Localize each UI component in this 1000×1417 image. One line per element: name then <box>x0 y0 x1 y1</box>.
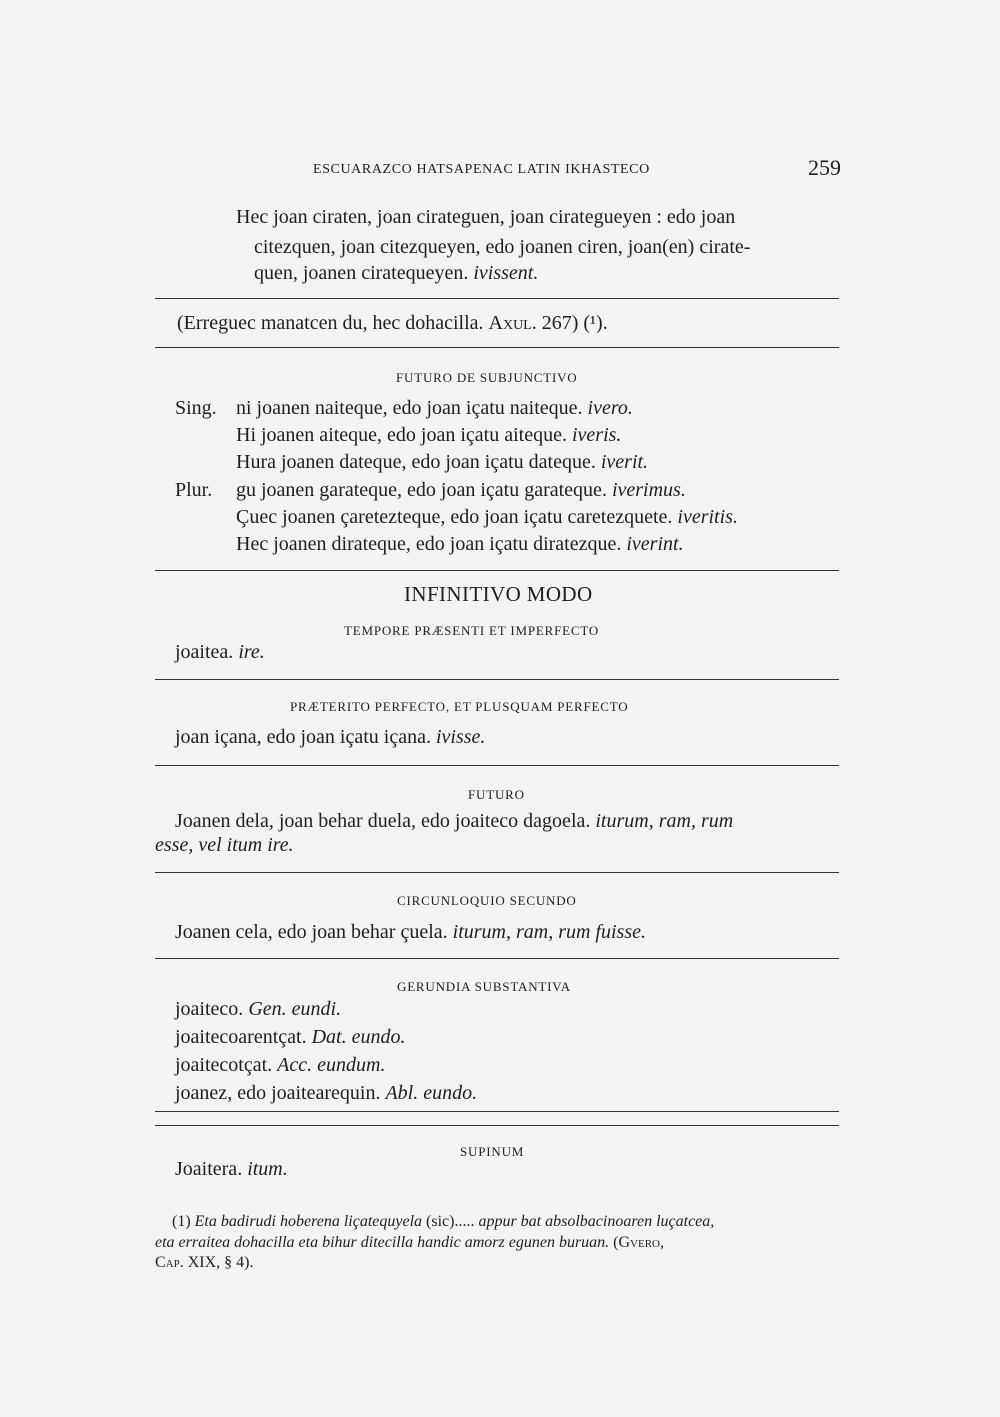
supinum-heading: SUPINUM <box>460 1144 525 1159</box>
gerundia-text: joaiteco. <box>175 998 244 1020</box>
gerundia-row <box>175 1082 477 1105</box>
circunloquio-line <box>175 921 646 944</box>
supinum-text: Joaitera. <box>175 1158 243 1180</box>
futuro-row-text: Hec joanen dirateque, edo joan içatu diratezque. <box>236 533 622 555</box>
rule-5 <box>155 765 839 766</box>
preterite-line <box>175 726 485 749</box>
rule-2 <box>155 347 839 348</box>
running-title: ESCUARAZCO HATSAPENAC LATIN IKHASTECO <box>313 162 650 177</box>
present-line <box>175 641 265 664</box>
footnote-sic: (sic)..... <box>426 1213 475 1230</box>
footnote-text-2-end: (Gvero, <box>613 1234 664 1251</box>
gerundia-latin: Dat. eundo. <box>311 1026 406 1048</box>
gerundia-text: joaitecoarentçat. <box>175 1026 307 1048</box>
circunloquio-heading: CIRCUNLOQUIO SECUNDO <box>397 893 577 908</box>
futuro-row-text: Çuec joanen çaretezteque, edo joan içatu caretezquete. <box>236 506 673 528</box>
futuro-row-latin: iverit. <box>600 451 649 473</box>
note-line <box>177 312 608 335</box>
rule-7 <box>155 958 839 959</box>
futuro-row <box>236 424 621 447</box>
future-line-2 <box>155 834 294 857</box>
future-line-1 <box>175 810 733 833</box>
futuro-row-latin: iverimus. <box>611 479 686 501</box>
gerundia-row <box>175 1054 385 1077</box>
futuro-row <box>236 397 633 420</box>
futuro-row <box>236 533 684 556</box>
futuro-row-text: Hi joanen aiteque, edo joan içatu aiteque. <box>236 424 567 446</box>
gerundia-row <box>175 998 341 1021</box>
gerundia-heading: GERUNDIA SUBSTANTIVA <box>397 979 571 994</box>
present-heading: TEMPORE PRÆSENTI ET IMPERFECTO <box>344 623 600 638</box>
futuro-row-text: gu joanen garateque, edo joan içatu garateque. <box>236 479 607 501</box>
footnote-text-1-end: appur bat absolbacinoaren luçatcea, <box>478 1213 715 1230</box>
futuro-row <box>236 506 738 529</box>
footnote-text-1: Eta badirudi hoberena liçatequyela <box>194 1213 423 1230</box>
futuro-row-latin: iveritis. <box>677 506 738 528</box>
futuro-subj-heading: FUTURO DE SUBJUNCTIVO <box>396 370 578 385</box>
page-number: 259 <box>808 155 841 180</box>
rule-3 <box>155 570 839 571</box>
futuro-row-text: Hura joanen dateque, edo joan içatu dateque. <box>236 451 596 473</box>
futuro-row-label: Sing. <box>175 397 217 419</box>
future-latin-1: iturum, ram, rum <box>595 810 734 832</box>
supinum-latin: itum. <box>247 1158 288 1180</box>
futuro-row-latin: iveris. <box>571 424 622 446</box>
gerundia-text: joaitecotçat. <box>175 1054 273 1076</box>
footnote-text-2: eta erraitea dohacilla eta bihur ditecilla handic amorz egunen buruan. <box>155 1234 610 1251</box>
note-text: (Erreguec manatcen du, hec dohacilla. <box>177 312 484 334</box>
gerundia-latin: Gen. eundi. <box>248 998 342 1020</box>
futuro-row-label: Plur. <box>175 479 213 501</box>
gerundia-row <box>175 1026 405 1049</box>
top-line-3-latin: ivissent. <box>473 262 539 284</box>
gerundia-latin: Abl. eundo. <box>385 1082 478 1104</box>
footnote-marker: (1) <box>172 1213 191 1230</box>
top-line-2: citezquen, joan citezqueyen, edo joanen ciren, joan(en) cirate- <box>254 236 751 258</box>
futuro-row <box>236 479 686 502</box>
rule-6 <box>155 872 839 873</box>
futuro-row <box>236 451 648 474</box>
futuro-row-latin: iverint. <box>626 533 684 555</box>
rule-1 <box>155 298 839 299</box>
present-text: joaitea. <box>175 641 234 663</box>
footnote-line-3 <box>155 1254 254 1272</box>
footnote-line-1 <box>172 1213 714 1231</box>
supinum-line <box>175 1158 288 1181</box>
top-line-1: Hec joan ciraten, joan cirateguen, joan cirateguеyen : edo joan <box>236 206 736 228</box>
footnote-text-3: Cap. XIX, § 4). <box>155 1254 254 1271</box>
preterite-text: joan içana, edo joan içatu içana. <box>175 726 431 748</box>
futuro-row-text: ni joanen naiteque, edo joan içatu naiteque. <box>236 397 583 419</box>
rule-4 <box>155 679 839 680</box>
future-heading: FUTURO <box>468 787 525 802</box>
rule-8 <box>155 1111 839 1112</box>
note-ref: 267) (¹). <box>541 312 608 334</box>
infinitivo-heading: INFINITIVO MODO <box>404 582 593 606</box>
futuro-row-latin: ivero. <box>587 397 633 419</box>
footnote-line-2 <box>155 1234 664 1252</box>
gerundia-latin: Acc. eundum. <box>277 1054 386 1076</box>
preterite-latin: ivisse. <box>436 726 486 748</box>
gerundia-text: joanez, edo joaitearequin. <box>175 1082 381 1104</box>
future-latin-2: esse, vel itum ire. <box>155 834 294 856</box>
note-source: Axul. <box>488 312 537 334</box>
top-line-3 <box>254 262 538 285</box>
top-line-3-text: quen, joanen ciratequeyen. <box>254 262 469 284</box>
future-text: Joanen dela, joan behar duela, edo joaiteco dagoela. <box>175 810 591 832</box>
preterite-heading: PRÆTERITO PERFECTO, ET PLUSQUAM PERFECTO <box>290 699 629 714</box>
present-latin: ire. <box>238 641 265 663</box>
circunloquio-latin: iturum, ram, rum fuisse. <box>452 921 646 943</box>
circunloquio-text: Joanen cela, edo joan behar çuela. <box>175 921 448 943</box>
rule-9 <box>155 1125 839 1126</box>
